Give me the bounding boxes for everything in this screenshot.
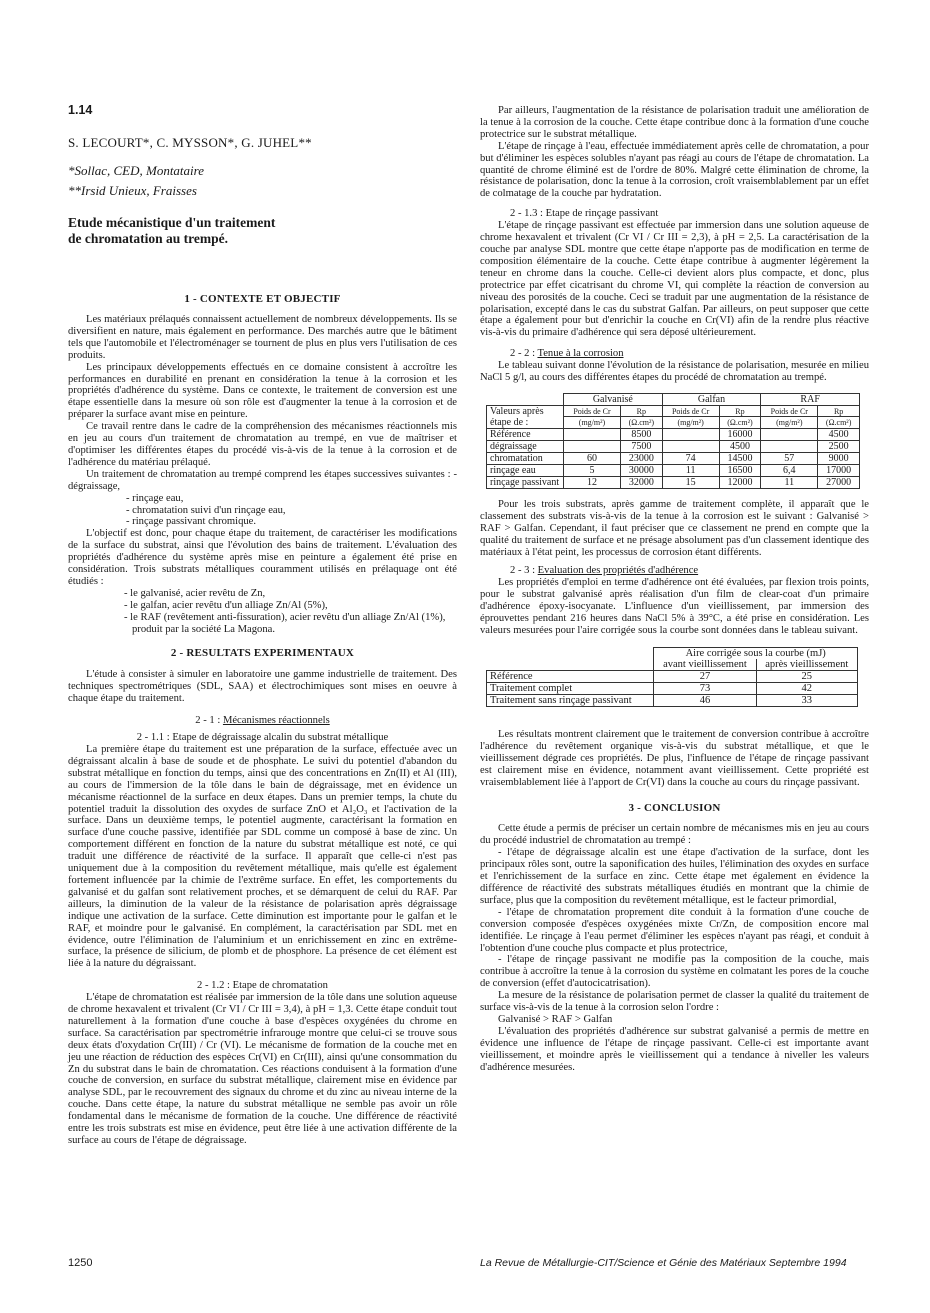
table-cell: 16000 (719, 428, 761, 440)
table-cell: 57 (761, 452, 818, 464)
paragraph: - l'étape de rinçage passivant ne modifie pas la composition de la couche, mais contribue à accroître la tenue à la corrosion du système en colmatant les pores de la couche de conversion (effet d'autocicatrisation). (480, 954, 869, 990)
table-row-label: Traitement sans rinçage passivant (487, 694, 654, 706)
subheading-text: Mécanismes réactionnels (222, 715, 330, 727)
table-cell (662, 428, 719, 440)
table-cell: 6,4 (761, 464, 818, 476)
paragraph: Un traitement de chromatation au trempé comprend les étapes successives suivantes : - dégraissage, (68, 468, 457, 492)
paragraph: Pour les trois substrats, après gamme de traitement complète, il apparaît que le classement des substrats vis-à-vis de la tenue à la corrosion est le suivant : Galvanisé > RAF > Galfan. Cependant, il faut préciser que ce classement ne prend en compte que la qualité du traitement de surface et ne présage absolument pas d'un classement identique des matériaux à l'état peint, les processus de corrosion étant différents. (480, 498, 869, 558)
table-row (487, 476, 860, 488)
left-column (68, 293, 457, 1147)
subheading-mecanismes (68, 715, 457, 727)
table-row (487, 694, 858, 706)
table-row-label: rinçage eau (487, 464, 564, 476)
table-cell (487, 393, 564, 405)
title-line-2: de chromatation au trempé. (68, 231, 228, 246)
table-unit: (mg/m²) (564, 417, 621, 429)
table-row-label: Traitement complet (487, 682, 654, 694)
table-row (487, 440, 860, 452)
paragraph: L'étude à consister à simuler en laboratoire une gamme industrielle de traitement. Des techniques spectrométriques (SDL, SAA) et électrochimiques sont mises en oeuvre à chaque étape du traitement. (68, 669, 457, 705)
paragraph: L'objectif est donc, pour chaque étape du traitement, de caractériser les modifications de la surface du substrat, ainsi que l'évolution des bains de traitement. L'évaluation des propriétés d'adhérence du système après mise en peinture a également été prise en considération. Trois substrats métalliques couramment utilisés en prélaquage ont été étudiés : (68, 528, 457, 587)
table-cell: 12000 (719, 476, 761, 488)
paragraph: - l'étape de chromatation proprement dite conduit à la formation d'une couche de conversion composée d'espèces oxygénées mixte Cr/Zn, de composition encore mal identifiée. Le rinçage à l'eau permet d'éliminer les espèces n'ayant pas réagi, et conduit à l'obtention d'une couche plus compacte et plus protectrice, (480, 906, 869, 954)
paragraph: Les principaux développements effectués en ce domaine consistent à accroître les performances en durabilité en prenant en considération la tenue à la corrosion et les propriétés d'adhérence du système. Dans ce contexte, le traitement de conversion est une étape essentielle dans la mesure où son rôle est d'augmenter la tenue à la corrosion et de préparer la surface avant mise en peinture. (68, 361, 457, 421)
table-cell (564, 428, 621, 440)
paragraph: L'étape de rinçage à l'eau, effectuée immédiatement après celle de chromatation, a pour but d'éliminer les espèces solubles n'ayant pas réagi au cours de l'étape de chromatation. La quantité de chrome éliminé est de l'ordre de 80%. Malgré cette élimination de chrome, la résistance de polarisation, donc la tenue à la corrosion, croît vraisemblablement par un effet de colmatage de la couche par hydratation. (480, 140, 869, 200)
table-row (487, 682, 858, 694)
heading-contexte: 1 - CONTEXTE ET OBJECTIF (184, 293, 341, 305)
table-cell: 12 (564, 476, 621, 488)
table-cell (761, 440, 818, 452)
affiliation-1: *Sollac, CED, Montataire (68, 163, 205, 178)
table-cell: 5 (564, 464, 621, 476)
table-row (487, 464, 860, 476)
right-column (480, 105, 869, 1073)
subheading-text: Tenue à la corrosion (537, 348, 624, 360)
table-cell: 4500 (818, 428, 860, 440)
list-item: - le galvanisé, acier revêtu de Zn, (124, 587, 266, 599)
table-cell: 33 (756, 694, 858, 706)
table-cell: 15 (662, 476, 719, 488)
paragraph: La mesure de la résistance de polarisation permet de classer la qualité du traitement de surface vis-à-vis de la tenue à la corrosion selon l'ordre : (480, 990, 869, 1014)
list-item: - rinçage eau, (126, 492, 184, 504)
table-col-header: Rp (620, 405, 662, 417)
list-item: - chromatation suivi d'un rinçage eau, (126, 504, 286, 516)
section-number: 1.14 (68, 103, 93, 117)
table-cell: 74 (662, 452, 719, 464)
table-row-label: rinçage passivant (487, 476, 564, 488)
table-row-label: Référence (487, 670, 654, 682)
paragraph: - l'étape de dégraissage alcalin est une étape d'activation de la surface, dont les principaux rôles sont, outre la saponification des huiles, l'élimination des oxydes en surface et l'enrichissement de la surface en zinc. Cette étape met également en évidence la différence de réactivité des substrats métalliques étudiés en montrant que la chimie de surface, plus que la composition du revêtement métallique, est le facteur primordial, (480, 847, 869, 906)
adherence-table (486, 647, 858, 707)
table-cell: 32000 (620, 476, 662, 488)
table-col-header: avant vieillissement (654, 659, 756, 671)
table-unit: (Ω.cm²) (719, 417, 761, 429)
heading-conclusion: 3 - CONCLUSION (628, 802, 721, 815)
table-group-header: Aire corrigée sous la courbe (mJ) (654, 647, 858, 659)
paragraph: Cette étude a permis de préciser un certain nombre de mécanismes mis en jeu au cours du procédé industriel de chromatation au trempé : (480, 823, 869, 847)
table-cell (487, 659, 654, 671)
table-cell: 60 (564, 452, 621, 464)
table-row (487, 647, 858, 659)
table-col-header: Rp (719, 405, 761, 417)
table-cell: 27000 (818, 476, 860, 488)
article-title (68, 215, 275, 247)
table-row (487, 393, 860, 405)
table-cell: 27 (654, 670, 756, 682)
table-cell (662, 440, 719, 452)
table-cell: 14500 (719, 452, 761, 464)
table-cell: 42 (756, 682, 858, 694)
table-row (487, 659, 858, 671)
table-cell: 23000 (620, 452, 662, 464)
table-cell: 2500 (818, 440, 860, 452)
substrates-list (68, 588, 457, 636)
affiliation-2: **Irsid Unieux, Fraisses (68, 183, 197, 198)
table-cell: 46 (654, 694, 756, 706)
subheading-degraissage: 2 - 1.1 : Etape de dégraissage alcalin du substrat métallique (136, 732, 389, 744)
subheading-prefix: 2 - 3 : (510, 565, 538, 577)
table-cell: 8500 (620, 428, 662, 440)
authors: S. LECOURT*, C. MYSSON*, G. JUHEL** (68, 135, 312, 150)
subheading-prefix: 2 - 2 : (510, 348, 538, 360)
subheading-rincage: 2 - 1.3 : Etape de rinçage passivant (510, 208, 659, 220)
table-cell: 73 (654, 682, 756, 694)
table-unit: (mg/m²) (662, 417, 719, 429)
table-row-header: étape de : (487, 417, 564, 429)
table-cell: 30000 (620, 464, 662, 476)
table-cell (761, 428, 818, 440)
subheading-text: Evaluation des propriétés d'adhérence (537, 565, 699, 577)
table-row-header: Valeurs après (487, 405, 564, 417)
journal-footer: La Revue de Métallurgie-CIT/Science et Génie des Matériaux Septembre 1994 (480, 1257, 847, 1269)
table-cell: 7500 (620, 440, 662, 452)
paragraph: L'étape de chromatation est réalisée par immersion de la tôle dans une solution aqueuse de chrome hexavalent et trivalent (Cr VI / Cr III = 3,4), à pH = 1,3. Cette étape conduit tout naturellement à la formation d'une couche à base d'espèces oxygénées du chrome en surface. Sa caractérisation par spectrométrie infrarouge montre que celui-ci se trouve sous deux états d'oxydation Cr(III) / Cr (VI). Le mécanisme de formation de la couche met en jeu une réaction de réduction des espèces Cr(VI) en Cr(III), ainsi qu'une consommation du Zn du substrat dans le bain de chromatation. Ces réactions conduisent à la formation d'une couche de conversion, en surface du substrat métallique, clairement mise en évidence par analyse SDL, par le recouvrement des signaux du chrome et du zinc au niveau interne de la couche. Dans cette étape, la nature du substrat métallique ne semble pas avoir un rôle fondamental dans le mécanisme de formation de la couche. Une différence de réactivité entre les trois substrats est mise en évidence, peut être liée à une activation différente de la surface au cours de l'étape de dégraissage. (68, 992, 457, 1146)
table-col-header: Poids de Cr (761, 405, 818, 417)
paragraph: L'étape de rinçage passivant est effectuée par immersion dans une solution aqueuse de chrome hexavalent et trivalent (Cr VI / Cr III = 2,3), à pH = 2,5. La caractérisation de la couche par analyse SDL montre que cette étape n'apporte pas de modification en terme de composition élémentaire de la couche. Cette étape contribue à augmenter légèrement la teneur en chrome dans la couche. Celle-ci devient alors plus compacte, et donc, plus protectrice par effet cicatrisant du chrome VI, qui complète la réaction de conversion au niveau des porosités de la couche. Ceci se traduit par une augmentation de la résistance de polarisation, excepté dans le cas du substrat Galfan. Par ailleurs, on peut supposer que cette étape a également pour but d'enrichir la couche en Cr(VI) afin de la rendre plus réactive vis-à-vis du primaire d'adhérence qui sera déposé ultérieurement. (480, 220, 869, 339)
table-col-header: après vieillissement (756, 659, 858, 671)
paragraph: Le tableau suivant donne l'évolution de la résistance de polarisation, mesurée en milieu NaCl 5 g/l, au cours des différentes étapes du procédé de chromatation au trempé. (480, 360, 869, 384)
paragraph: Ce travail rentre dans le cadre de la compréhension des mécanismes réactionnels mis en jeu au cours d'un traitement de chromatation au trempé, en vue de maîtriser et d'optimiser les différentes étapes du procédé vis-à-vis de la tenue à la corrosion et de l'adhérence du matériau prélaqué. (68, 421, 457, 468)
table-col-header: Poids de Cr (662, 405, 719, 417)
heading-resultats: 2 - RESULTATS EXPERIMENTAUX (170, 647, 355, 660)
table-group-header: RAF (761, 393, 860, 405)
table-cell: 4500 (719, 440, 761, 452)
table-cell (564, 440, 621, 452)
table-row-label: dégraissage (487, 440, 564, 452)
paragraph: Par ailleurs, l'augmentation de la résistance de polarisation traduit une amélioration de la tenue à la corrosion de la couche. Cette étape contribue donc à la formation d'une couche protectrice sur le substrat métallique. (480, 105, 869, 140)
subheading-prefix: 2 - 1 : (195, 715, 223, 727)
table-unit: (Ω.cm²) (620, 417, 662, 429)
steps-list (68, 493, 457, 529)
subheading-chromatation: 2 - 1.2 : Etape de chromatation (197, 980, 328, 992)
table-row (487, 670, 858, 682)
list-item: - le RAF (revêtement anti-fissuration), acier revêtu d'un alliage Zn/Al (1%), produit par la société La Magona. (124, 611, 446, 635)
table-group-header: Galfan (662, 393, 761, 405)
subheading-adherence (480, 565, 869, 577)
table-cell (487, 647, 654, 659)
title-line-1: Etude mécanistique d'un traitement (68, 215, 276, 230)
table-cell: 11 (662, 464, 719, 476)
table-row (487, 428, 860, 440)
table-col-header: Poids de Cr (564, 405, 621, 417)
table-unit: (Ω.cm²) (818, 417, 860, 429)
table-row (487, 417, 860, 429)
list-item: - rinçage passivant chromique. (126, 516, 257, 528)
table-cell: 16500 (719, 464, 761, 476)
table-cell: 17000 (818, 464, 860, 476)
paragraph: Les résultats montrent clairement que le traitement de conversion contribue à accroître l'adhérence du revêtement organique vis-à-vis du substrat métallique, et que le vieillissement dégrade ces propriétés. De plus, l'influence de l'étape de rinçage passivant est clairement mise en évidence, notamment avant vieillissement. Cette propriété est vraisemblablement liée à l'apport de Cr(VI) dans la couche au cours du rinçage passivant. (480, 728, 869, 788)
paragraph: La première étape du traitement est une préparation de la surface, effectuée avec un dégraissant alcalin à base de soude et de phosphate. Le suivi du potentiel d'abandon du substrat métallique en fonction du temps, ainsi que des concentrations en Zn(II) et Al (III), au cours de l'immersion de la tôle dans le bain de dégraissage, met en évidence un mécanisme réactionnel de la surface en deux étapes. Dans un premier temps, la chute du potentiel traduit la dissolution des oxydes de surface ZnO et Al₂O₃ et l'activation de la surface. Dans un deuxième temps, le potentiel augmente, caractérisant la formation en surface d'une couche passive, identifiée par SDL comme un composé à base de zinc. Un comportement différent en fonction de la nature du substrat métallique est noté, ce qui traduit une différence de réactivité de la surface. Il apparaît que celle-ci n'est pas uniquement due à la composition du revêtement métallique, mais qu'elle est également fortement influencée par la chimie de l'extrême surface. En effet, les comportements du galvanisé et du galfan sont relativement proches, et se démarquent de celui du RAF. Par ailleurs, la diminution de la valeur de la résistance de polarisation après dégraissage indique une activation de la surface. Cette diminution est importante pour le galfan et le RAF, et moindre pour le galvanisé. En complément, la caractérisation par SDL met en évidence, outre l'élimination de l'aluminium et un enrichissement en zinc en extrême-surface, la présence de silicium, de plomb et de phosphore. La présence de cet élément est liée à la nature du dégraissant. (68, 744, 457, 970)
page-number: 1250 (68, 1257, 93, 1269)
table-row (487, 405, 860, 417)
table-cell: 9000 (818, 452, 860, 464)
paragraph: L'évaluation des propriétés d'adhérence sur substrat galvanisé a permis de mettre en évidence une influence de l'étape de rinçage passivant. Celle-ci est importante avant vieillissement, et moindre après le vieillissement qui a tendance à niveller les valeurs d'adhérence mesurées. (480, 1025, 869, 1073)
table-cell: 25 (756, 670, 858, 682)
table-row (487, 452, 860, 464)
paragraph: Les matériaux prélaqués connaissent actuellement de nombreux développements. Ils se diversifient en nature, mais également en performance. Des marchés autre que le bâtiment tels que l'automobile et l'électroménager se tournent de plus en plus vers l'utilisation de ces produits. (68, 314, 457, 361)
table-group-header: Galvanisé (564, 393, 663, 405)
table-row-label: Référence (487, 428, 564, 440)
table-col-header: Rp (818, 405, 860, 417)
table-unit: (mg/m²) (761, 417, 818, 429)
table-cell: 11 (761, 476, 818, 488)
list-item: - le galfan, acier revêtu d'un alliage Zn/Al (5%), (124, 599, 328, 611)
subheading-corrosion (480, 348, 869, 360)
corrosion-table (486, 393, 860, 489)
order-line: Galvanisé > RAF > Galfan (498, 1013, 613, 1025)
table-row-label: chromatation (487, 452, 564, 464)
paragraph: Les propriétés d'emploi en terme d'adhérence ont été évaluées, par flexion trois points, pour le substrat galvanisé après réalisation d'un film de clear-coat d'un primaire d'adhérence époxy-isocyanate. L'influence d'un vieillissement, par immersion des éprouvettes pendant 216 heures dans NaCl 5% à 39°C, a été prise en considération. Les valeurs mesurées pour l'aire corrigée sous la courbe sont données dans le tableau suivant. (480, 577, 869, 636)
